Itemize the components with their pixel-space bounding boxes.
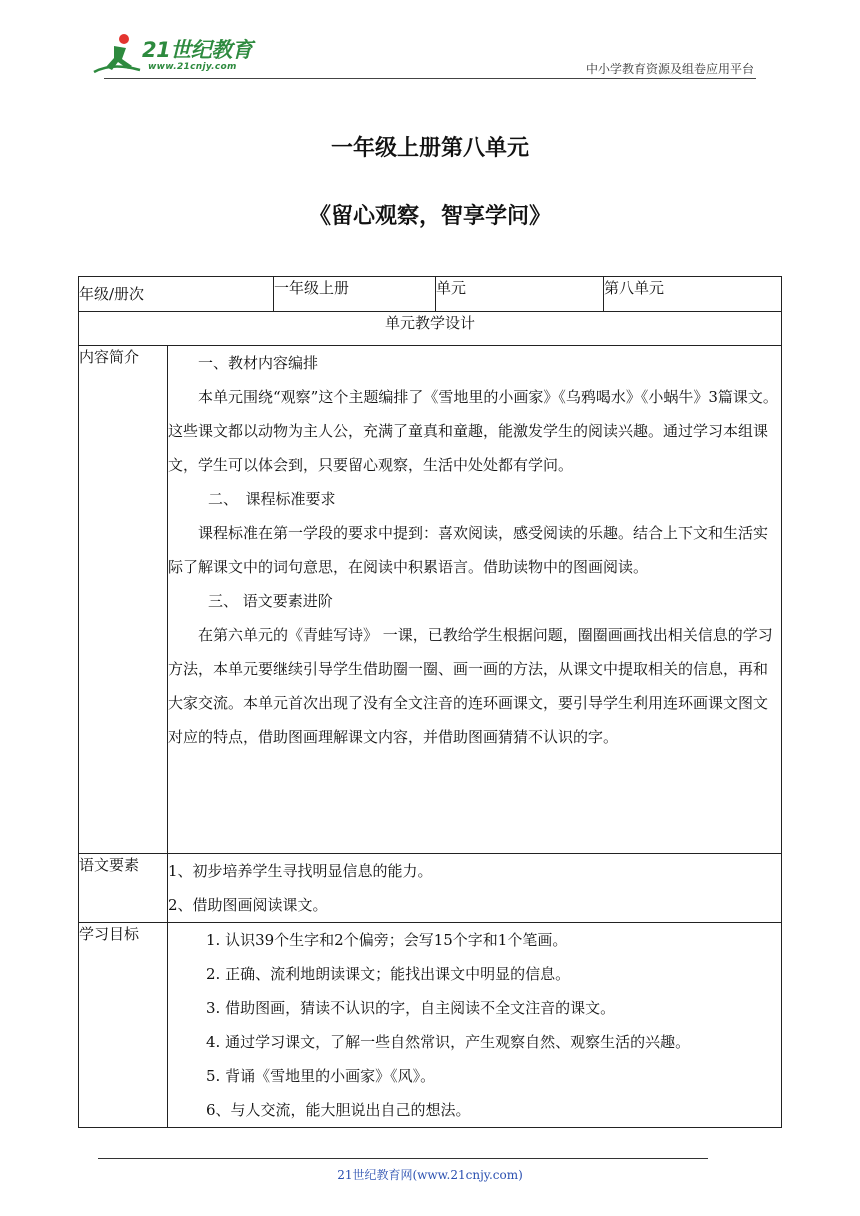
list-item: 2. 正确、流利地朗读课文；能找出课文中明显的信息。 [206,965,571,983]
elements-content-cell [168,854,782,923]
goals-label-cell [79,923,168,1128]
design-header: 单元教学设计 [384,314,475,332]
table-row [79,854,782,923]
page-header [0,0,860,90]
list-item: 1、初步培养学生寻找明显信息的能力。 [168,862,433,880]
runner-logo-icon [92,32,144,76]
table-row [79,923,782,1128]
unit-label-cell [436,277,604,312]
grade-label-cell [79,277,274,312]
section-paragraph: 在第六单元的《青蛙写诗》 一课，已教给学生根据问题，圈圈画画找出相关信息的学习方法，本单元要继续引导学生借助圈一圈、画一画的方法，从课文中提取相关的信息，再和大家交流。本单元首次出现了没有全文注音的连环画课文，要引导学生利用连环画课文图文对应的特点，借助图画理解课文内容，并借助图画猜猜不认识的字。 [168,626,773,746]
list-item: 5. 背诵《雪地里的小画家》《风》。 [206,1067,436,1085]
section-paragraph: 课程标准在第一学段的要求中提到：喜欢阅读，感受阅读的乐趣。结合上下文和生活实际了解课文中的词句意思，在阅读中积累语言。借助读物中的图画阅读。 [168,524,769,576]
site-logo[interactable] [92,32,262,76]
intro-content-cell [168,346,782,854]
document-title: 一年级上册第八单元 [330,136,529,161]
list-item: 2、借助图画阅读课文。 [168,896,328,914]
unit-value-cell [604,277,782,312]
logo-text: 21世纪教育 [142,38,253,62]
list-item: 1. 认识39个生字和2个偏旁；会写15个字和1个笔画。 [206,931,568,949]
unit-design-table [78,276,782,1128]
header-divider [104,78,756,79]
platform-name: 中小学教育资源及组卷应用平台 [585,62,754,76]
list-item: 4. 通过学习课文，了解一些自然常识，产生观察自然、观察生活的兴趣。 [206,1033,691,1051]
grade-value-cell [274,277,436,312]
list-item: 3. 借助图画，猜读不认识的字，自主阅读不全文注音的课文。 [206,999,616,1017]
section-paragraph: 本单元围绕“观察”这个主题编排了《雪地里的小画家》《乌鸦喝水》《小蜗牛》3篇课文。这些课文都以动物为主人公，充满了童真和童趣，能激发学生的阅读兴趣。通过学习本组课文，学生可以体会到，只要留心观察，生活中处处都有学问。 [168,388,778,474]
logo-url: www.21cnjy.com [148,62,237,72]
elements-label: 语文要素 [79,856,140,874]
intro-label-cell [79,346,168,854]
table-row [79,346,782,854]
document-subtitle: 《留心观察，智享学问》 [308,204,551,229]
grade-value: 一年级上册 [274,279,350,297]
footer-divider [98,1158,708,1159]
unit-value: 第八单元 [604,279,665,297]
section-heading: 二、 课程标准要求 [208,490,336,508]
design-header-cell [79,312,782,346]
section-heading: 一、教材内容编排 [198,354,319,372]
intro-label: 内容简介 [79,348,140,366]
elements-label-cell [79,854,168,923]
table-row [79,277,782,312]
unit-label: 单元 [436,279,467,297]
footer-link[interactable]: 21世纪教育网(www.21cnjy.com) [337,1168,523,1182]
grade-label: 年级/册次 [79,285,145,303]
table-row [79,312,782,346]
section-heading: 三、 语文要素进阶 [208,592,333,610]
goals-content-cell [168,923,782,1128]
list-item: 6、与人交流，能大胆说出自己的想法。 [206,1101,471,1119]
goals-label: 学习目标 [79,925,140,943]
